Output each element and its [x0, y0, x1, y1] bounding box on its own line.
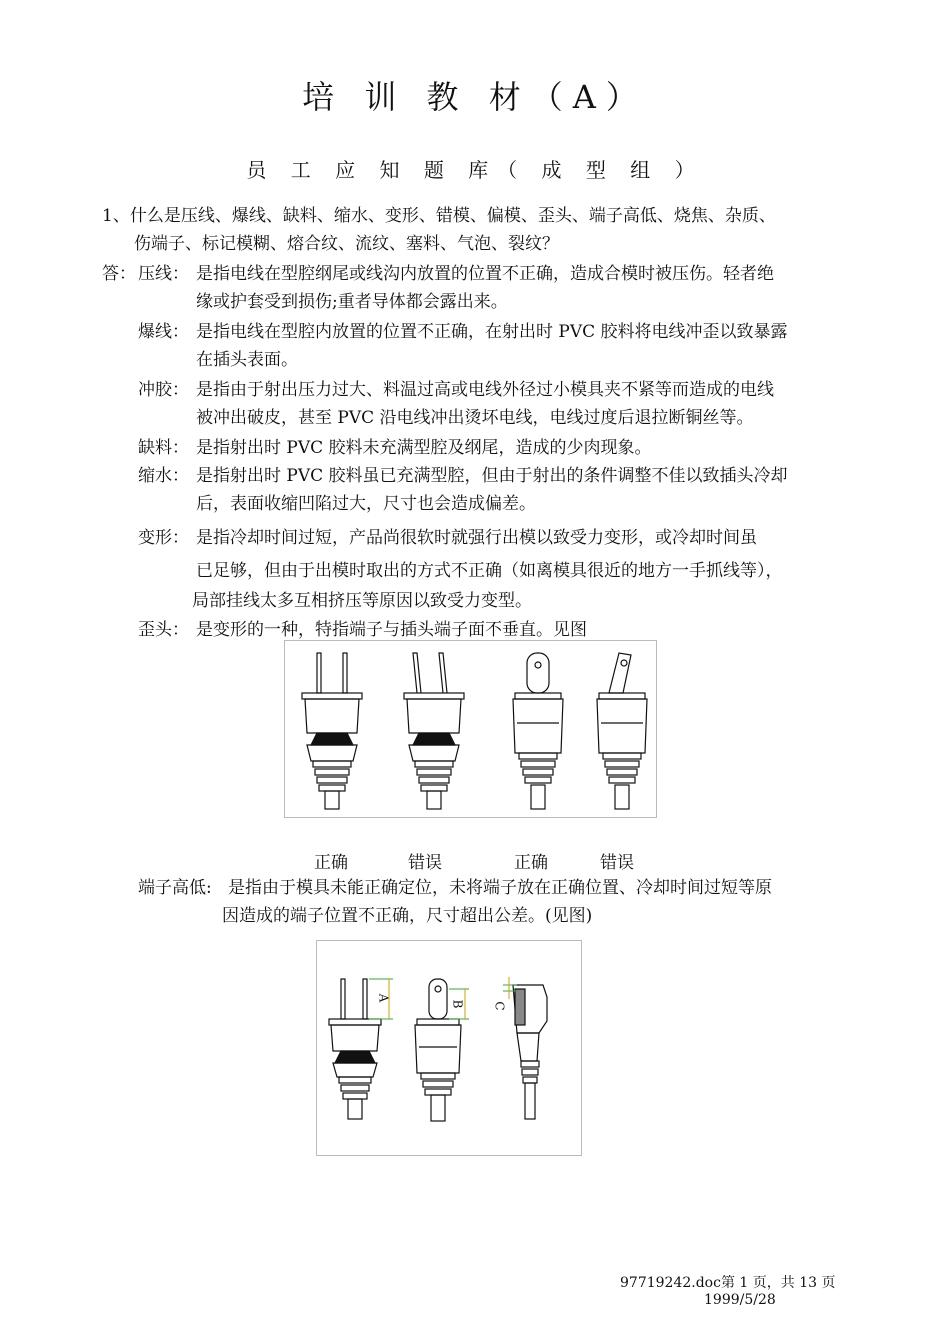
def-text: 是指冷却时间过短，产品尚很软时就强行出模以致受力变形，或冷却时间虽: [196, 528, 757, 548]
figure-plugs-skew: [284, 640, 657, 818]
def-text: 因造成的端子位置不正确，尺寸超出公差。(见图): [222, 906, 593, 926]
plug-drawings: [285, 641, 656, 817]
def-text: 是指由于模具未能正确定位，未将端子放在正确位置、冷却时间过短等原: [228, 878, 772, 898]
figure-terminal-height: [316, 940, 582, 1156]
terminal-drawings: [317, 941, 581, 1155]
caption-wrong: 错误: [600, 853, 634, 873]
dimension-label-a: A: [376, 993, 391, 1003]
answer-prefix: 答：: [102, 264, 136, 284]
def-text: 是指射出时 PVC 胶料未充满型腔及纲尾，造成的少肉现象。: [196, 438, 652, 458]
dimension-label-c: C: [492, 1001, 507, 1011]
question-line-1: 1、什么是压线、爆线、缺料、缩水、变形、错模、偏模、歪头、端子高低、烧焦、杂质、: [102, 206, 776, 226]
caption-correct: 正确: [314, 853, 348, 873]
def-text: 在插头表面。: [196, 350, 298, 370]
def-text: 局部挂线太多互相挤压等原因以致受力变型。: [192, 591, 532, 611]
document-subtitle: 员 工 应 知 题 库（ 成 型 组 ）: [246, 158, 704, 182]
def-term-terminal-height: 端子高低:: [138, 878, 212, 898]
def-text: 被冲出破皮，甚至 PVC 沿电线冲出烫坏电线，电线过度后退拉断铜丝等。: [196, 408, 754, 428]
document-title: 培 训 教 材（A）: [302, 78, 648, 116]
question-line-2: 伤端子、标记模糊、熔合纹、流纹、塞料、气泡、裂纹？: [134, 234, 559, 254]
dimension-label-b: B: [450, 999, 465, 1009]
def-text: 是指电线在型腔纲尾或线沟内放置的位置不正确，造成合模时被压伤。轻者绝: [196, 264, 774, 284]
def-term-queliao: 缺料：: [138, 438, 189, 458]
caption-wrong: 错误: [408, 853, 442, 873]
def-term-waitou: 歪头：: [138, 620, 189, 640]
def-text: 是指由于射出压力过大、料温过高或电线外径过小模具夹不紧等而造成的电线: [196, 380, 774, 400]
def-term-baoxian: 爆线：: [138, 322, 189, 342]
def-text: 是指电线在型腔内放置的位置不正确，在射出时 PVC 胶料将电线冲歪以致暴露: [196, 322, 788, 342]
def-text: 后，表面收缩凹陷过大，尺寸也会造成偏差。: [196, 494, 536, 514]
def-term-suoshui: 缩水：: [138, 466, 189, 486]
caption-correct: 正确: [514, 853, 548, 873]
def-text: 是指射出时 PVC 胶料虽已充满型腔，但由于射出的条件调整不佳以致插头冷却: [196, 466, 788, 486]
def-text: 已足够，但由于出模时取出的方式不正确（如离模具很近的地方一手抓线等），: [196, 561, 783, 581]
def-term-bianxing: 变形：: [138, 528, 189, 548]
def-text: 是变形的一种，特指端子与插头端子面不垂直。见图: [196, 620, 587, 640]
footer-page-info: 97719242.doc第 1 页，共 13 页: [620, 1275, 836, 1291]
def-term-yaxian: 压线：: [138, 264, 189, 284]
def-term-chongjiao: 冲胶：: [138, 380, 189, 400]
footer-date: 1999/5/28: [704, 1292, 776, 1308]
def-text: 缘或护套受到损伤;重者导体都会露出来。: [196, 292, 508, 312]
